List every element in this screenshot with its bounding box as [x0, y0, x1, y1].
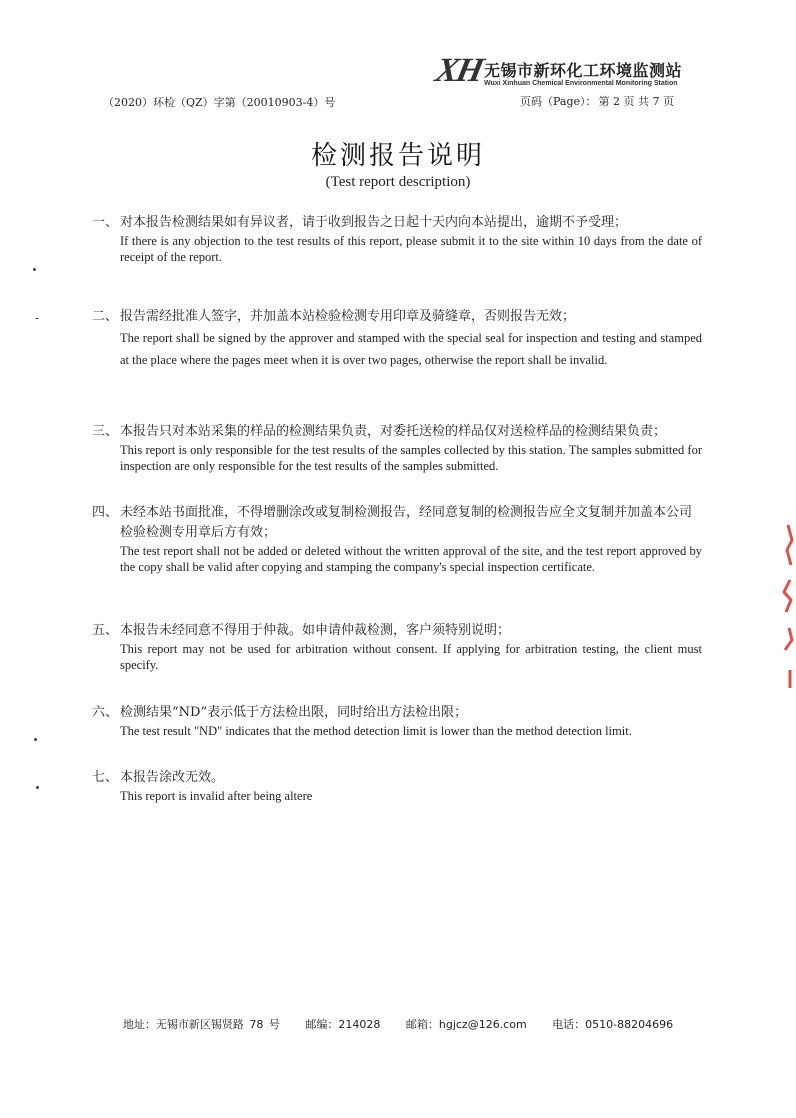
- footer-email: 邮箱：hgjcz@126.com: [405, 1018, 527, 1031]
- page-label: 页码（Page）：: [520, 95, 597, 108]
- list-item: [92, 307, 702, 371]
- item-text-cn: 报告需经批准人签字，并加盖本站检验检测专用印章及骑缝章，否则报告无效；: [120, 309, 576, 324]
- station-logo: XH: [432, 52, 486, 89]
- page-count: 第 2 页 共 7 页: [598, 95, 675, 108]
- org-name-cn: 无锡市新环化工环境监测站: [484, 61, 683, 80]
- item-number: 三、: [92, 424, 119, 439]
- item-number: 五、: [92, 623, 119, 638]
- item-text-cn: 本报告涂改无效。: [120, 770, 225, 785]
- list-item: [92, 213, 702, 265]
- scan-speck: [36, 786, 39, 789]
- list-item: [92, 503, 702, 575]
- list-item: [92, 422, 702, 474]
- list-item: [92, 703, 702, 739]
- item-number: 二、: [92, 309, 119, 324]
- item-text-en: The test report shall not be added or deleted without the written approval of the site, and the test report approved by the copy shall be valid after copying and stamping the company's special inspection certificate.: [120, 544, 702, 574]
- item-text-en: This report is only responsible for the test results of the samples collected by this station. The samples submitted for inspection are only responsible for the test results of the samples submitted.: [120, 443, 702, 473]
- footer-address: 地址：无锡市新区锡贤路 78 号: [122, 1018, 280, 1031]
- item-text-cn: 本报告只对本站采集的样品的检测结果负责，对委托送检的样品仅对送检样品的检测结果负责；: [120, 424, 667, 439]
- item-number: 六、: [92, 705, 119, 720]
- item-text-en: If there is any objection to the test results of this report, please submit it to the site within 10 days from the date of receipt of the report.: [120, 234, 702, 264]
- footer-contact: [0, 1016, 796, 1032]
- item-text-cn: 本报告未经同意不得用于仲裁。如申请仲裁检测，客户须特别说明；: [120, 623, 511, 638]
- page-subtitle: (Test report description): [325, 174, 471, 190]
- item-text-cn: 未经本站书面批准，不得增删涂改或复制检测报告，经同意复制的检测报告应全文复制并加盖本公司检验检测专用章后方有效；: [120, 505, 693, 540]
- report-reference-number: （2020）环检（QZ）字第（20010903-4）号: [103, 96, 336, 109]
- item-text-cn: 对本报告检测结果如有异议者，请于收到报告之日起十天内向本站提出，逾期不予受理；: [120, 215, 628, 230]
- seam-stamp-fragment: [778, 520, 794, 690]
- page-title: 检测报告说明: [310, 141, 485, 171]
- item-text-en: This report may not be used for arbitration without consent. If applying for arbitration testing, the client must specify.: [120, 642, 702, 672]
- footer-postcode: 邮编：214028: [305, 1018, 381, 1031]
- list-item: [92, 621, 702, 673]
- item-text-en: This report is invalid after being altere: [120, 789, 313, 803]
- item-text-en: The test result "ND" indicates that the method detection limit is lower than the method detection limit.: [120, 724, 632, 738]
- item-number: 四、: [92, 505, 119, 520]
- footer-phone: 电话：0510-88204696: [552, 1018, 674, 1031]
- item-number: 一、: [92, 215, 119, 230]
- item-text-cn: 检测结果“ND”表示低于方法检出限，同时给出方法检出限；: [120, 705, 468, 720]
- scan-speck: [34, 738, 37, 741]
- page-indicator: [520, 93, 676, 109]
- scan-speck: [33, 268, 36, 271]
- org-name-en: Wuxi Xinhuan Chemical Environmental Monitoring Station: [484, 80, 678, 87]
- scan-speck: [35, 318, 39, 319]
- list-item: [92, 768, 702, 804]
- item-text-en: The report shall be signed by the approver and stamped with the special seal for inspection and testing and stamped at the place where the pages meet when it is over two pages, otherwise the report shall be invalid.: [120, 331, 702, 367]
- item-number: 七、: [92, 770, 119, 785]
